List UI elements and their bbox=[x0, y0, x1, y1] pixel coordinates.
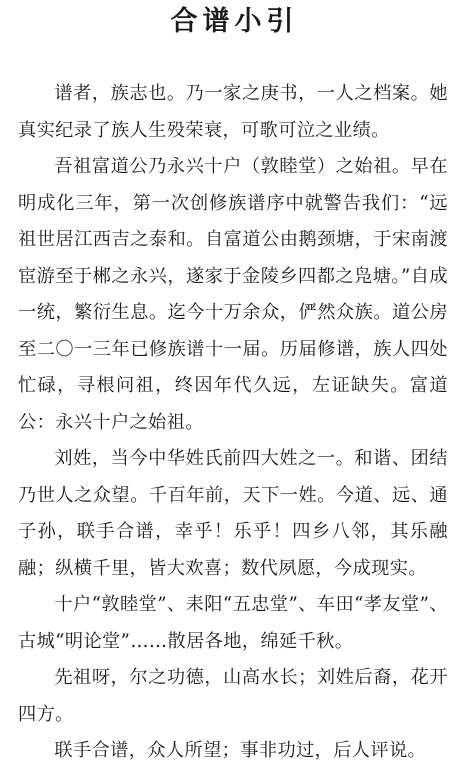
document-title: 合谱小引 bbox=[170, 6, 299, 37]
paragraph-halls: 十户“敦睦堂”、耒阳“五忠堂”、车田“孝友堂”、古城“明论堂”……散居各地，绵延千秋。 bbox=[18, 594, 448, 652]
paragraph-surname: 刘姓，当今中华姓氏前四大姓之一。和谐、团结乃世人之众望。千百年前，天下一姓。今道、远、通子孙，联手合谱，幸乎！乐乎！四乡八邻，其乐融融；纵横千里，皆大欢喜；数代夙愿，今成现实。 bbox=[18, 448, 448, 579]
document-body bbox=[18, 76, 448, 770]
paragraph-ancestor: 吾祖富道公乃永兴十户（敦睦堂）之始祖。早在明成化三年，第一次创修族谱序中就警告我们：“远祖世居江西吉之泰和。自富道公由鹅颈塘，于宋南渡宦游至于郴之永兴，遂家于金陵乡四都之凫塘。”自成一统，繁衍生息。迄今十万余众，俨然众族。道公房至二〇一三年已修族谱十一届。历届修谱，族人四处忙碌，寻根问祖，终因年代久远，左证缺失。富道公：永兴十户之始祖。 bbox=[18, 156, 448, 433]
paragraph-preface: 谱者，族志也。乃一家之庚书，一人之档案。她真实纪录了族人生殁荣衰，可歌可泣之业绩。 bbox=[18, 83, 448, 141]
paragraph-tribute: 先祖呀，尔之功德，山高水长；刘姓后裔，花开四方。 bbox=[18, 667, 448, 725]
paragraph-closing: 联手合谱，众人所望；事非功过，后人评说。 bbox=[54, 740, 427, 761]
